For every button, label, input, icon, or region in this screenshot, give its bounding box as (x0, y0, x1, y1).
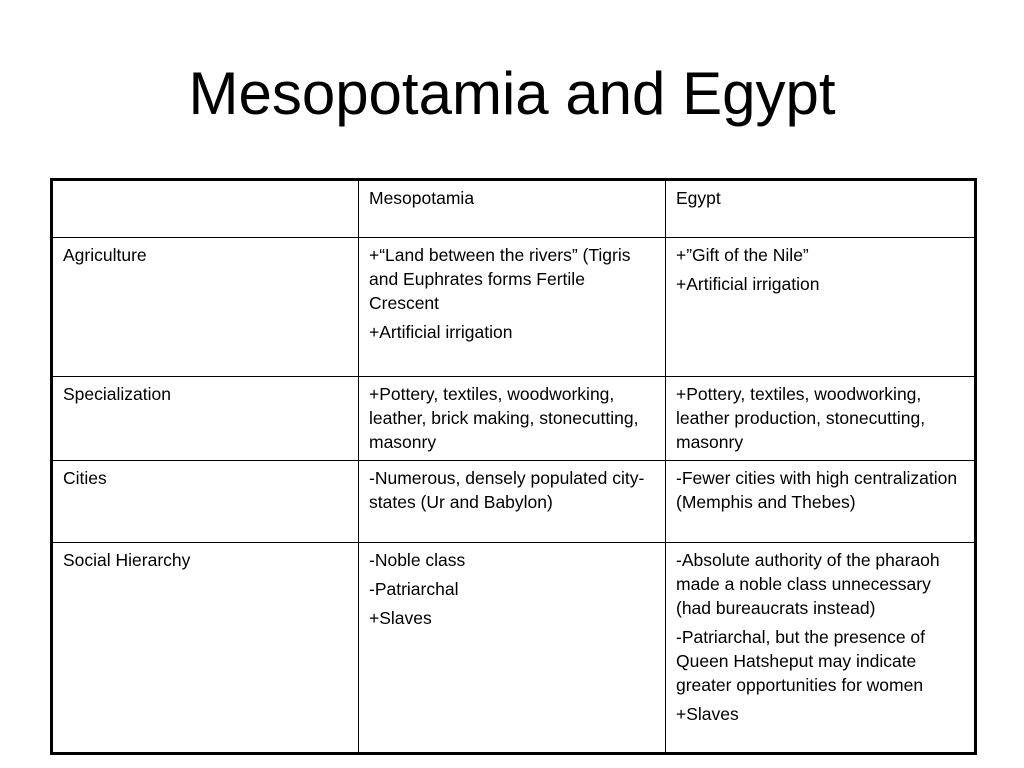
cell-egypt-specialization (666, 377, 976, 461)
comparison-table (50, 178, 977, 755)
table-header-row (52, 180, 976, 238)
cell-line: +“Land between the rivers” (Tigris and Euphrates forms Fertile Crescent (369, 245, 631, 313)
header-cell-empty (52, 180, 359, 238)
cell-mesopotamia-social-hierarchy (359, 543, 666, 754)
row-label-specialization: Specialization (52, 377, 359, 461)
table-row-agriculture (52, 238, 976, 377)
cell-line: +Slaves (369, 608, 432, 628)
table-row-cities (52, 461, 976, 543)
cell-line: -Fewer cities with high centralization (Memphis and Thebes) (676, 468, 958, 512)
slide-title: Mesopotamia and Egypt (188, 60, 836, 127)
header-cell-mesopotamia: Mesopotamia (359, 180, 666, 238)
table-row-specialization (52, 377, 976, 461)
row-label-agriculture: Agriculture (52, 238, 359, 377)
cell-line: -Patriarchal (369, 579, 459, 599)
cell-mesopotamia-cities (359, 461, 666, 543)
cell-line: +Artificial irrigation (676, 274, 820, 294)
row-label-social-hierarchy: Social Hierarchy (52, 543, 359, 754)
cell-line: -Absolute authority of the pharaoh made a noble class unnecessary (had bureaucrats instead) (676, 550, 940, 618)
cell-mesopotamia-specialization (359, 377, 666, 461)
cell-mesopotamia-agriculture (359, 238, 666, 377)
cell-line: -Patriarchal, but the presence of Queen Hatsheput may indicate greater opportunities for women (676, 627, 926, 695)
table-row-social-hierarchy (52, 543, 976, 754)
row-label-cities: Cities (52, 461, 359, 543)
cell-line: +Artificial irrigation (369, 322, 513, 342)
cell-line: -Noble class (369, 550, 466, 570)
cell-egypt-agriculture (666, 238, 976, 377)
cell-line: +Slaves (676, 704, 739, 724)
cell-line: +”Gift of the Nile” (676, 245, 809, 265)
cell-egypt-cities (666, 461, 976, 543)
header-cell-egypt: Egypt (666, 180, 976, 238)
cell-line: -Numerous, densely populated city-states (Ur and Babylon) (369, 468, 645, 512)
cell-line: +Pottery, textiles, woodworking, leather production, stonecutting, masonry (676, 384, 926, 452)
cell-egypt-social-hierarchy (666, 543, 976, 754)
cell-line: +Pottery, textiles, woodworking, leather, brick making, stonecutting, masonry (369, 384, 639, 452)
